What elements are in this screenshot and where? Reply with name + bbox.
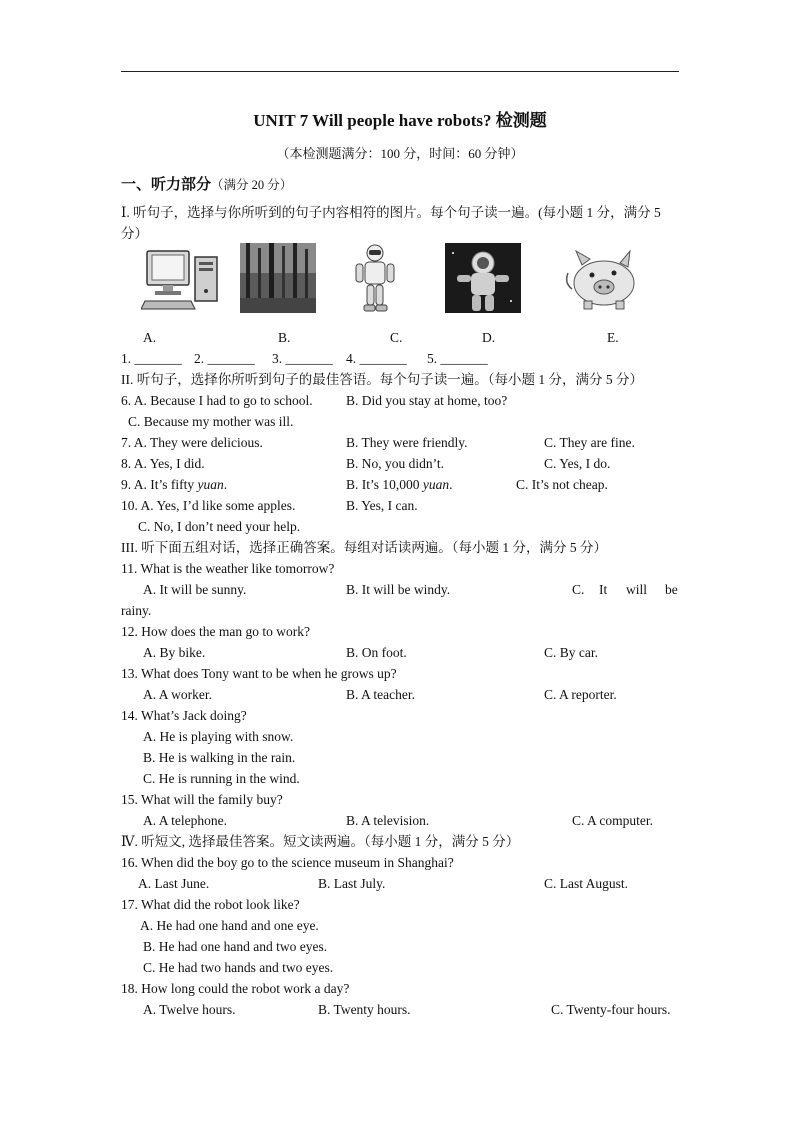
q14-option-b: B. He is walking in the rain.	[143, 750, 296, 765]
q9-option-b	[346, 477, 453, 493]
picture-label-e: E.	[607, 330, 619, 345]
part1-instruction-line1: Ⅰ. 听句子，选择与你所听到的句子内容相符的图片。每个句子读一遍。(每小题 1 分，满分 5	[121, 205, 661, 220]
q12-option-b: B. On foot.	[346, 645, 407, 660]
q6-option-b: B. Did you stay at home, too?	[346, 393, 508, 408]
q17-option-c: C. He had two hands and two eyes.	[143, 960, 334, 975]
q11-option-c-w3: will	[626, 582, 648, 597]
top-rule	[121, 71, 679, 72]
section-note: （满分 20 分）	[211, 178, 293, 192]
section-heading	[121, 173, 292, 194]
q9-a-end: .	[223, 477, 228, 492]
part2-instruction: II. 听句子，选择你所听到句子的最佳答语。每个句子读一遍。（每小题 1 分，满分 5 分）	[121, 372, 643, 387]
q7-option-a: 7. A. They were delicious.	[121, 435, 263, 450]
q11-option-c-w4: be	[665, 582, 678, 597]
astronaut-icon	[445, 243, 521, 313]
part1-instruction-line2: 分）	[121, 226, 148, 241]
page-subtitle: （本检测题满分：100 分，时间：60 分钟）	[276, 146, 524, 161]
picture-label-c: C.	[390, 330, 403, 345]
q15-option-b: B. A television.	[346, 813, 430, 828]
answer-blank-3: 3. _______	[272, 351, 333, 366]
q9-b-end: .	[449, 477, 453, 492]
q9-b-currency: yuan	[422, 477, 450, 492]
q17-option-b: B. He had one hand and two eyes.	[143, 939, 328, 954]
q14-option-a: A. He is playing with snow.	[143, 729, 294, 744]
part3-instruction: III. 听下面五组对话，选择正确答案。每组对话读两遍。（每小题 1 分，满分 5 分）	[121, 540, 607, 555]
q8-option-c: C. Yes, I do.	[544, 456, 611, 471]
q11-option-b: B. It will be windy.	[346, 582, 451, 597]
q10-option-a: 10. A. Yes, I’d like some apples.	[121, 498, 296, 513]
answer-blank-5: 5. _______	[427, 351, 488, 366]
q16-option-b: B. Last July.	[318, 876, 386, 891]
q17-question: 17. What did the robot look like?	[121, 897, 300, 912]
q15-question: 15. What will the family buy?	[121, 792, 283, 807]
q9-option-c: C. It’s not cheap.	[516, 477, 608, 492]
q7-option-c: C. They are fine.	[544, 435, 635, 450]
q18-option-a: A. Twelve hours.	[143, 1002, 236, 1017]
q12-option-a: A. By bike.	[143, 645, 206, 660]
q17-option-a: A. He had one hand and one eye.	[140, 918, 319, 933]
q10-option-c: C. No, I don’t need your help.	[138, 519, 301, 534]
q11-option-c-cont: rainy.	[121, 603, 152, 618]
page-title: UNIT 7 Will people have robots? 检测题	[253, 111, 547, 130]
answer-blank-2: 2. _______	[194, 351, 255, 366]
q16-question: 16. When did the boy go to the science museum in Shanghai?	[121, 855, 454, 870]
picture-label-a: A.	[143, 330, 157, 345]
q14-question: 14. What’s Jack doing?	[121, 708, 247, 723]
q11-option-a: A. It will be sunny.	[143, 582, 247, 597]
q9-a-currency: yuan	[197, 477, 224, 492]
q9-option-a	[121, 477, 227, 493]
q6-option-c: C. Because my mother was ill.	[128, 414, 294, 429]
q6-option-a: 6. A. Because I had to go to school.	[121, 393, 313, 408]
q12-question: 12. How does the man go to work?	[121, 624, 310, 639]
pig-phone-icon	[562, 243, 644, 313]
q7-option-b: B. They were friendly.	[346, 435, 468, 450]
q11-option-c-w1: C.	[572, 582, 585, 597]
q9-b-text: B. It’s 10,000	[346, 477, 420, 492]
q16-option-c: C. Last August.	[544, 876, 629, 891]
q18-option-c: C. Twenty-four hours.	[551, 1002, 671, 1017]
q13-option-b: B. A teacher.	[346, 687, 415, 702]
q11-question: 11. What is the weather like tomorrow?	[121, 561, 335, 576]
q8-option-b: B. No, you didn’t.	[346, 456, 445, 471]
q14-option-c: C. He is running in the wind.	[143, 771, 300, 786]
q13-question: 13. What does Tony want to be when he grows up?	[121, 666, 397, 681]
picture-label-d: D.	[482, 330, 496, 345]
forest-icon	[240, 243, 316, 313]
q18-question: 18. How long could the robot work a day?	[121, 981, 350, 996]
answer-blank-4: 4. _______	[346, 351, 407, 366]
q16-option-a: A. Last June.	[138, 876, 210, 891]
q13-option-a: A. A worker.	[143, 687, 212, 702]
q15-option-c: C. A computer.	[572, 813, 653, 828]
q18-option-b: B. Twenty hours.	[318, 1002, 411, 1017]
q11-option-c-w2: It	[599, 582, 608, 597]
picture-label-b: B.	[278, 330, 291, 345]
answer-blank-1: 1. _______	[121, 351, 182, 366]
q12-option-c: C. By car.	[544, 645, 598, 660]
q13-option-c: C. A reporter.	[544, 687, 617, 702]
q8-option-a: 8. A. Yes, I did.	[121, 456, 205, 471]
q10-option-b: B. Yes, I can.	[346, 498, 418, 513]
q9-a-text: 9. A. It’s fifty	[121, 477, 195, 492]
q15-option-a: A. A telephone.	[143, 813, 227, 828]
section-title: 一、听力部分	[121, 177, 212, 193]
part4-instruction: Ⅳ. 听短文, 选择最佳答案。短文读两遍。（每小题 1 分，满分 5 分）	[121, 834, 520, 849]
computer-icon	[141, 243, 221, 313]
robot-icon	[348, 243, 402, 313]
